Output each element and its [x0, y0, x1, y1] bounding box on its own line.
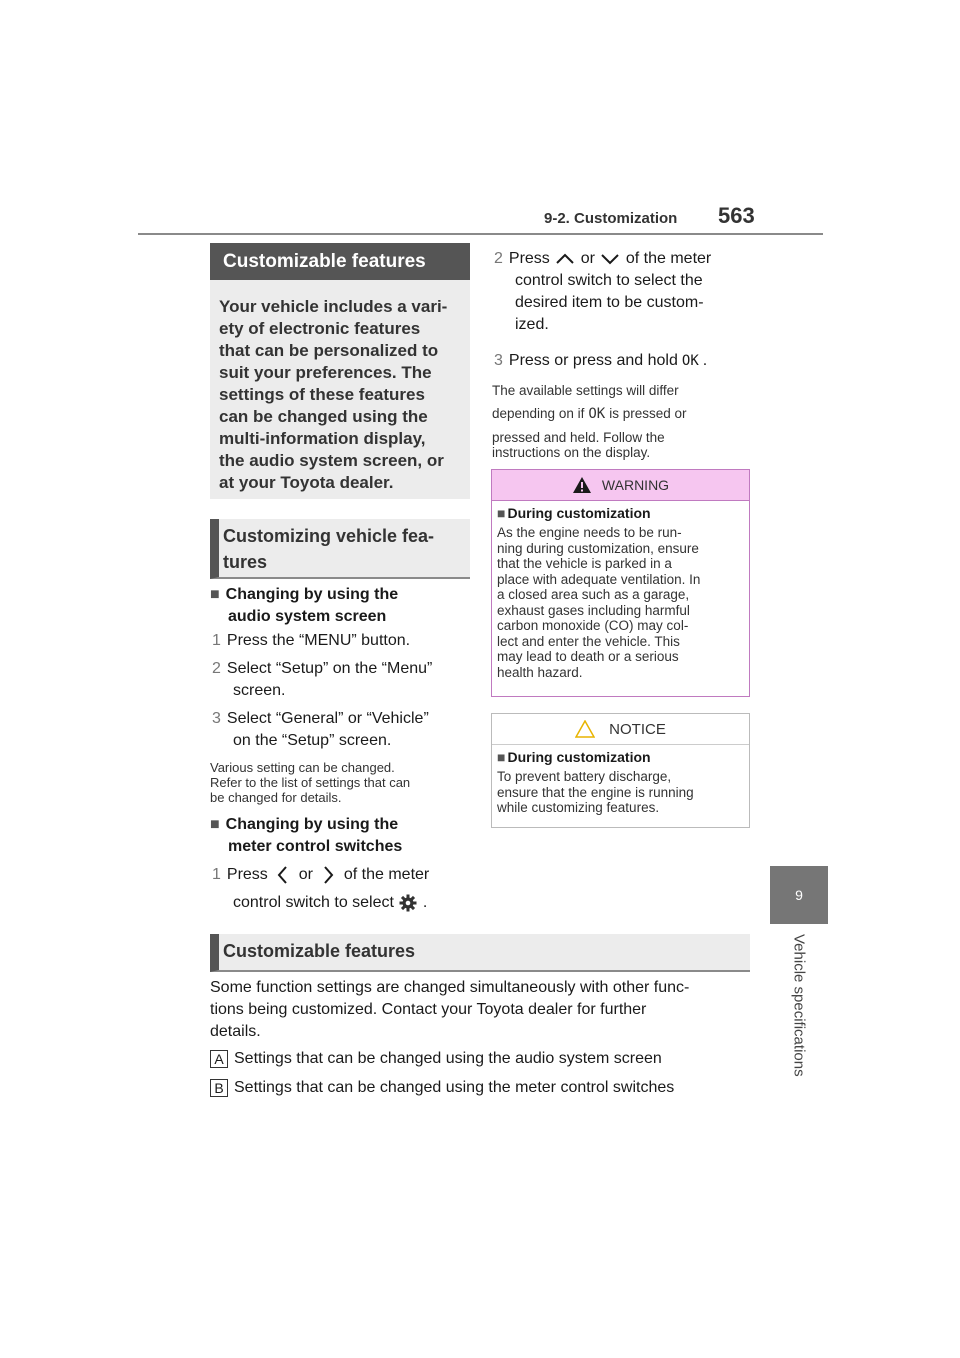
notice-subtitle: ■ During customization: [497, 749, 651, 765]
bullet-icon: ■: [497, 505, 506, 521]
chevron-right-icon: [317, 864, 339, 886]
intro-line: at your Toyota dealer.: [219, 473, 394, 492]
meter-step-1: 1 Press or of the meter control switch to select .: [212, 864, 472, 914]
chevron-left-icon: [272, 864, 294, 886]
intro-line: Your vehicle includes a vari-: [219, 297, 448, 316]
page-number: 563: [718, 203, 755, 228]
warning-box: [491, 469, 750, 697]
warning-triangle-icon: [572, 476, 592, 494]
bullet-icon: ■: [210, 816, 220, 833]
chevron-up-icon: [554, 251, 576, 267]
intro-line: that can be personalized to: [219, 341, 439, 360]
audio-step-2: 2 Select “Setup” on the “Menu” screen.: [212, 660, 433, 699]
meter-note: The available settings will differ depending on if OK is pressed or pressed and held. Follow the instructions on the display.: [492, 383, 687, 460]
audio-subsection-title: ■ Changing by using the audio system screen: [210, 586, 399, 625]
intro-line: multi-information display,: [219, 429, 426, 448]
chapter-label: [771, 934, 827, 1094]
bullet-icon: ■: [497, 749, 506, 765]
warning-title: WARNING: [492, 470, 749, 501]
bottom-heading: Customizable features: [210, 934, 750, 972]
sub-heading-line: Customizing vehicle fea-: [223, 526, 435, 546]
notice-box: [491, 713, 750, 828]
audio-step-3: 3 Select “General” or “Vehicle” on the “Setup” screen.: [212, 710, 429, 749]
section-title: 9-2. Customization: [544, 210, 678, 227]
intro-line: can be changed using the: [219, 407, 428, 426]
section-heading: Customizable features: [210, 243, 470, 280]
ok-button-label: OK: [588, 406, 606, 422]
intro-box: [210, 280, 470, 499]
sub-heading-line: tures: [223, 552, 268, 572]
gear-icon: [398, 893, 418, 913]
meter-step-2: 2 Press or of the meter control switch to select the desired item to be custom- ized.: [494, 250, 712, 333]
legend-item-b: B Settings that can be changed using the meter control switches: [210, 1077, 755, 1099]
bullet-icon: ■: [210, 586, 220, 603]
meter-subsection-title: ■ Changing by using the meter control switches: [210, 816, 403, 855]
intro-line: settings of these features: [219, 385, 425, 404]
notice-title: NOTICE: [492, 714, 749, 745]
legend-item-a: A Settings that can be changed using the audio system screen: [210, 1048, 755, 1070]
bottom-paragraph: Some function settings are changed simultaneously with other func- tions being customized. Contact your Toyota dealer for further details.: [210, 979, 690, 1040]
intro-line: suit your preferences. The: [219, 363, 432, 382]
legend-letter-b: B: [210, 1079, 228, 1097]
audio-note: Various setting can be changed. Refer to the list of settings that can be changed for details.: [210, 760, 411, 805]
warning-body: As the engine needs to be run- ning during customization, ensure that the vehicle is parked in a place with adequate ventilation. In a closed area such as a garage, exhaust gases including harmful carbon monoxide (CO) may col- lect and enter the vehicle. This may lead to death or a serious health hazard.: [497, 525, 701, 680]
audio-step-1: 1 Press the “MENU” button.: [212, 632, 411, 649]
warning-subtitle: ■ During customization: [497, 505, 651, 521]
meter-step-3: 3 Press or press and hold OK .: [494, 352, 708, 369]
sub-heading: [210, 519, 470, 579]
intro-line: the audio system screen, or: [219, 451, 444, 470]
chapter-label-text: Vehicle specifications: [790, 934, 808, 1077]
notice-triangle-icon: [575, 720, 595, 738]
chapter-tab: [770, 866, 828, 924]
legend-letter-a: A: [210, 1050, 228, 1068]
chapter-number: 9: [795, 887, 803, 903]
header-rule: [138, 233, 823, 235]
notice-body: To prevent battery discharge, ensure that the engine is running while customizing features.: [497, 769, 694, 815]
intro-line: ety of electronic features: [219, 319, 421, 338]
chevron-down-icon: [599, 251, 621, 267]
ok-button-label: OK: [681, 353, 699, 369]
